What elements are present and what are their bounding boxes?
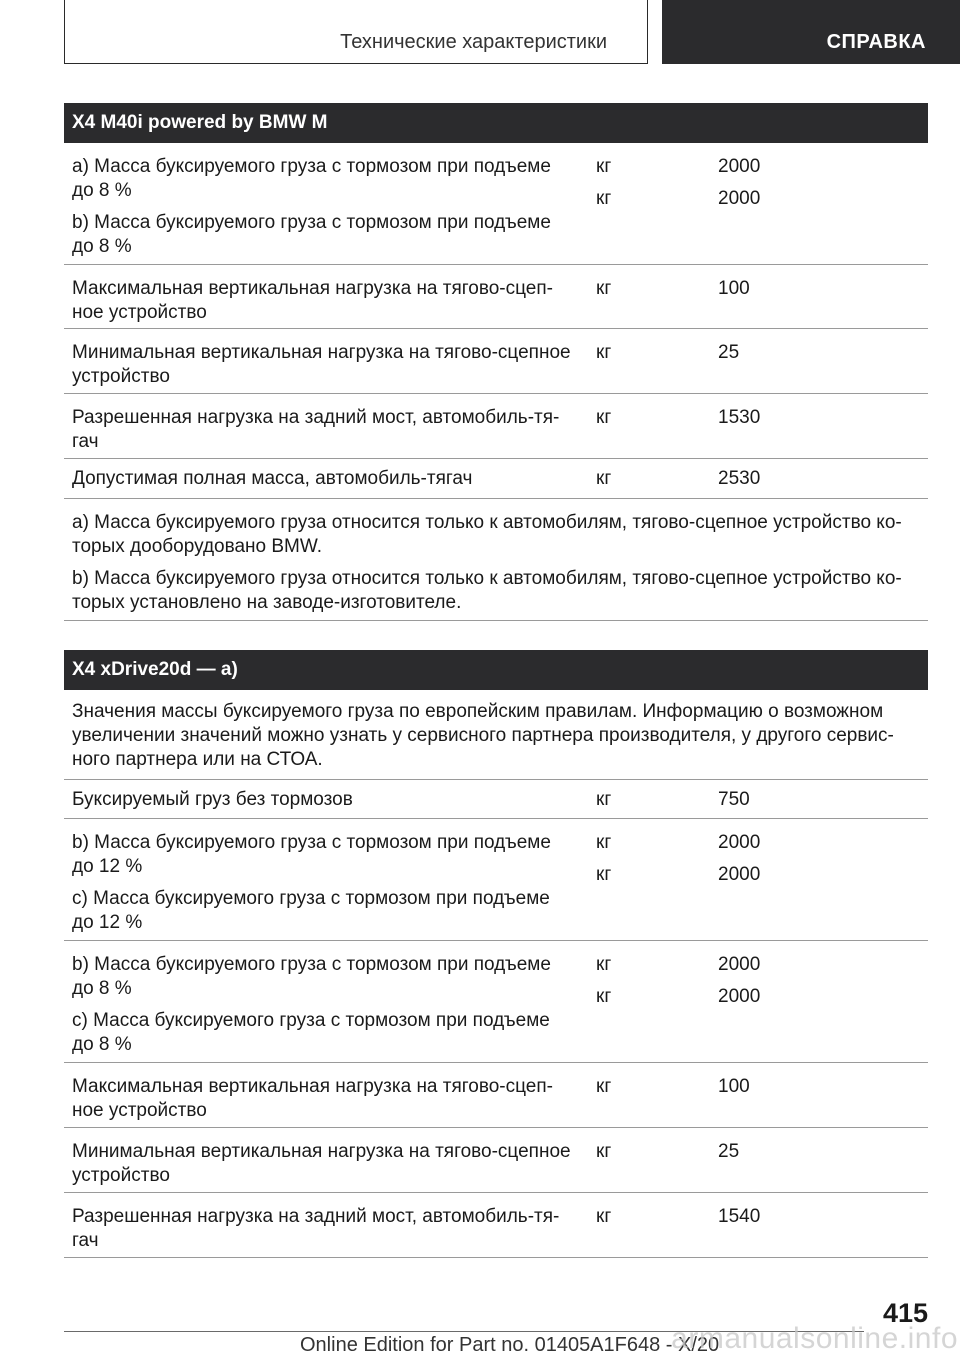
footnote-b: b) Масса буксируемого груза относится только к автомобилям, тягово-сцепное устройство ко-торых установлено на заводе-изготовителе. xyxy=(72,568,902,613)
table-title: X4 M40i powered by BMW M xyxy=(64,103,928,143)
table-row xyxy=(64,1063,928,1128)
unit-text: кг xyxy=(596,188,612,209)
header-section-title: Технические характеристики xyxy=(340,31,607,53)
row-unit: кг xyxy=(596,1206,612,1227)
table-row xyxy=(64,780,928,819)
table-row xyxy=(64,394,928,459)
value-text: 2000 xyxy=(718,832,761,853)
row-description: Максимальная вертикальная нагрузка на тягово-сцеп-ное устройство xyxy=(72,278,553,323)
value-text: 2000 xyxy=(718,188,761,209)
row-value: 100 xyxy=(718,1076,750,1097)
row-value: 1530 xyxy=(718,407,761,428)
unit-text: кг xyxy=(596,156,612,177)
row-description: Минимальная вертикальная нагрузка на тягово-сцепное устройство xyxy=(72,1141,571,1186)
header-section-box xyxy=(64,0,648,64)
table-title: X4 xDrive20d — a) xyxy=(64,650,928,690)
row-description: Максимальная вертикальная нагрузка на тягово-сцеп-ное устройство xyxy=(72,1076,553,1121)
row-value: 1540 xyxy=(718,1206,761,1227)
row-description xyxy=(64,941,576,1062)
table-intro: Значения массы буксируемого груза по европейским правилам. Информацию о возможном увеличении значений можно узнать у сервисного партнера производителя, у другого сервис-ного партнера или на СТОА. xyxy=(64,690,928,780)
watermark-text: armanualsonline.info xyxy=(671,1322,958,1355)
desc-line: b) Масса буксируемого груза с тормозом при подъеме до 12 % xyxy=(72,832,551,877)
row-value: 2530 xyxy=(718,468,761,489)
unit-text: кг xyxy=(596,864,612,885)
row-description: Разрешенная нагрузка на задний мост, автомобиль-тя-гач xyxy=(72,407,560,452)
row-value: 750 xyxy=(718,789,750,810)
spec-table-x4-xdrive20d xyxy=(64,650,928,1258)
row-unit: кг xyxy=(596,789,612,810)
unit-text: кг xyxy=(596,986,612,1007)
row-value: 100 xyxy=(718,278,750,299)
row-value: 25 xyxy=(718,1141,740,1162)
row-value xyxy=(710,941,928,1062)
table-row xyxy=(64,143,928,265)
row-description: Допустимая полная масса, автомобиль-тягач xyxy=(72,468,473,489)
row-unit: кг xyxy=(596,278,612,299)
row-description xyxy=(64,143,576,264)
table-row xyxy=(64,941,928,1063)
footnote-a: a) Масса буксируемого груза относится только к автомобилям, тягово-сцепное устройство ко-торых дооборудовано BMW. xyxy=(72,512,902,557)
row-unit: кг xyxy=(596,407,612,428)
header-chapter-title: СПРАВКА xyxy=(826,31,926,53)
row-unit xyxy=(576,819,710,940)
table-row xyxy=(64,265,928,329)
edition-footer: Online Edition for Part no. 01405A1F648 - X/20 xyxy=(300,1334,720,1356)
row-value xyxy=(710,143,928,264)
row-unit xyxy=(576,143,710,264)
header-chapter-tab xyxy=(662,0,960,64)
desc-line: a) Масса буксируемого груза с тормозом при подъеме до 8 % xyxy=(72,156,551,201)
desc-line: b) Масса буксируемого груза с тормозом при подъеме до 8 % xyxy=(72,212,551,257)
value-text: 2000 xyxy=(718,986,761,1007)
row-unit: кг xyxy=(596,468,612,489)
desc-line: c) Масса буксируемого груза с тормозом при подъеме до 8 % xyxy=(72,1010,550,1055)
row-value: 25 xyxy=(718,342,740,363)
row-unit: кг xyxy=(596,1076,612,1097)
table-footnotes xyxy=(64,499,928,621)
row-unit: кг xyxy=(596,342,612,363)
table-row xyxy=(64,1128,928,1193)
row-description xyxy=(64,819,576,940)
row-unit xyxy=(576,941,710,1062)
desc-line: b) Масса буксируемого груза с тормозом при подъеме до 8 % xyxy=(72,954,551,999)
spec-table-x4-m40i xyxy=(64,103,928,621)
row-description: Разрешенная нагрузка на задний мост, автомобиль-тя-гач xyxy=(72,1206,560,1251)
table-row xyxy=(64,819,928,941)
value-text: 2000 xyxy=(718,864,761,885)
value-text: 2000 xyxy=(718,954,761,975)
page-number: 415 xyxy=(882,1298,928,1328)
unit-text: кг xyxy=(596,832,612,853)
row-description: Минимальная вертикальная нагрузка на тягово-сцепное устройство xyxy=(72,342,571,387)
row-description: Буксируемый груз без тормозов xyxy=(72,789,353,810)
table-row xyxy=(64,329,928,394)
table-row xyxy=(64,459,928,499)
value-text: 2000 xyxy=(718,156,761,177)
table-row xyxy=(64,1193,928,1258)
unit-text: кг xyxy=(596,954,612,975)
row-unit: кг xyxy=(596,1141,612,1162)
row-value xyxy=(710,819,928,940)
desc-line: c) Масса буксируемого груза с тормозом при подъеме до 12 % xyxy=(72,888,550,933)
